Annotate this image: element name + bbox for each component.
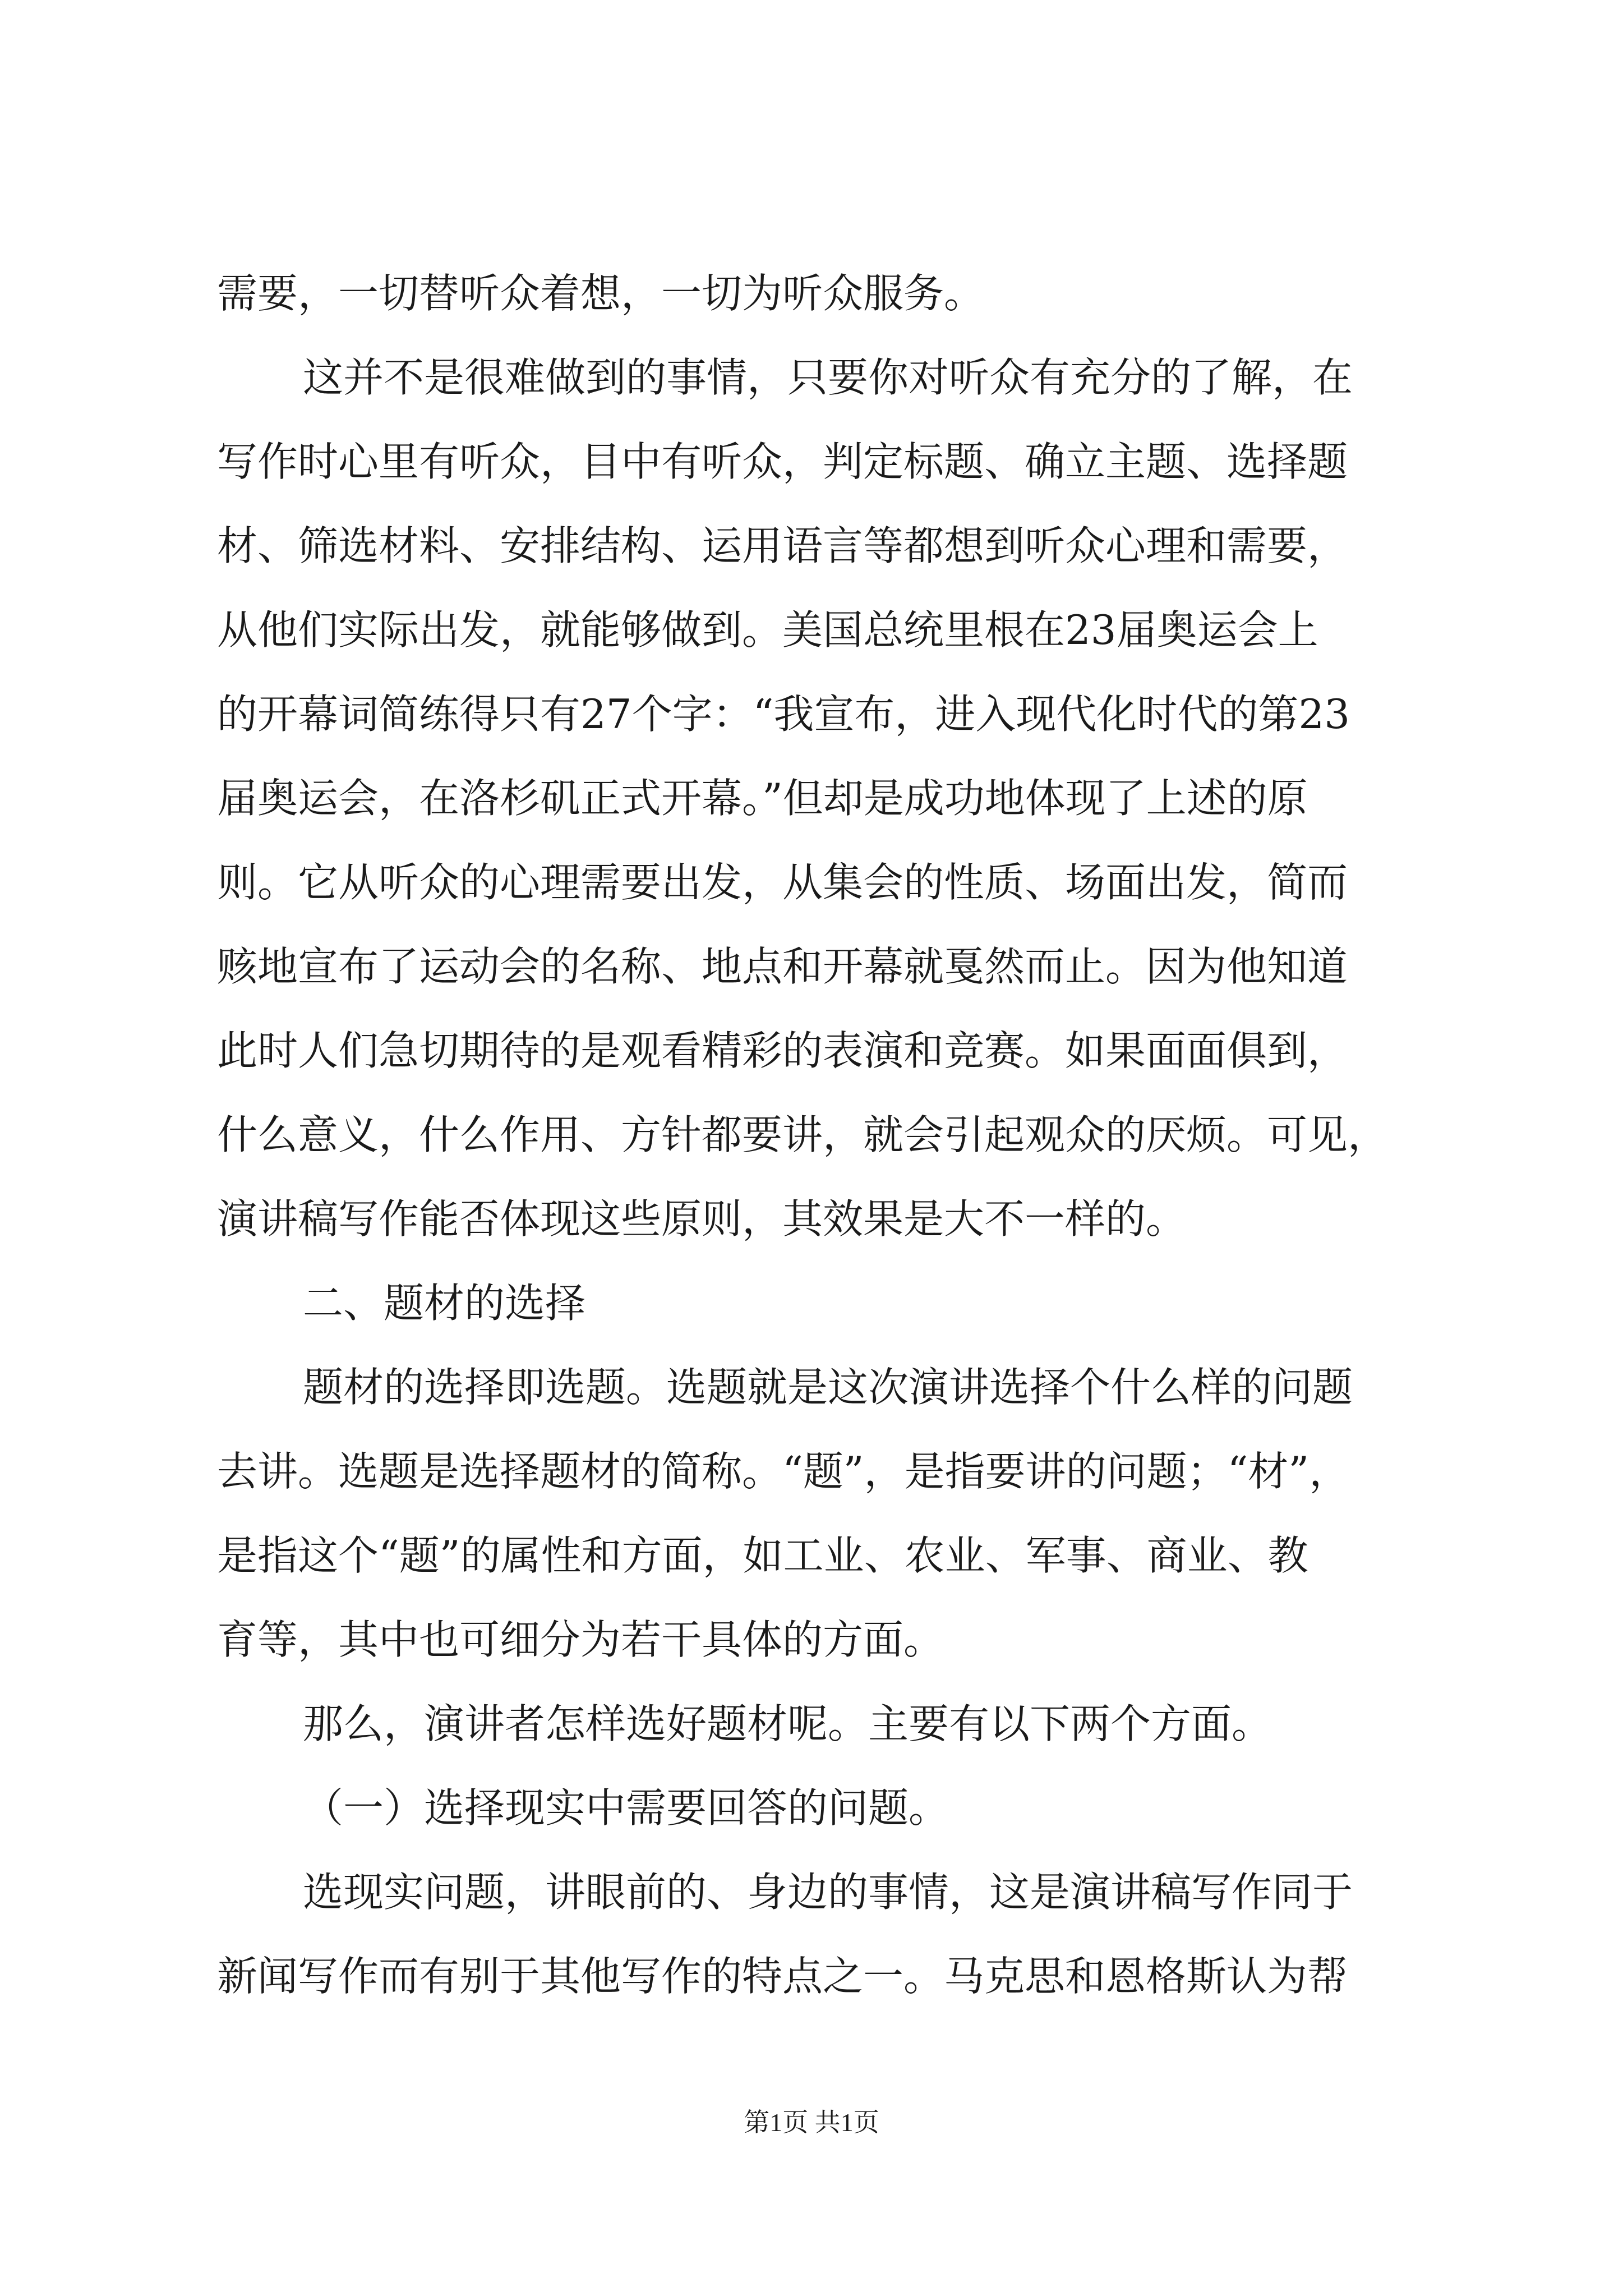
text-line-1: 需要，一切替听众着想，一切为听众服务。 (217, 270, 985, 317)
text-line-5: 从他们实际出发，就能够做到。美国总统里根在23届奥运会上 (217, 606, 1318, 654)
text-line-10: 此时人们急切期待的是观看精彩的表演和竞赛。如果面面俱到， (217, 1027, 1348, 1074)
text-line-11: 什么意义，什么作用、方针都要讲，就会引起观众的厌烦。可见， (217, 1111, 1389, 1158)
text-line-4: 材、筛选材料、安排结构、运用语言等都想到听众心理和需要， (217, 522, 1348, 569)
text-line-16: 是指这个“题”的属性和方面，如工业、农业、军事、商业、教 (217, 1532, 1308, 1579)
text-line-9: 赅地宣布了运动会的名称、地点和开幕就戛然而止。因为他知道 (217, 943, 1348, 990)
text-line-20: 选现实问题，讲眼前的、身边的事情，这是演讲稿写作同于 (303, 1869, 1353, 1916)
text-line-7: 届奥运会，在洛杉矶正式开幕。”但却是成功地体现了上述的原 (217, 775, 1308, 822)
page-footer: 第1页 共1页 (744, 2108, 879, 2137)
text-line-17: 育等，其中也可细分为若干具体的方面。 (217, 1616, 944, 1663)
text-line-18: 那么，演讲者怎样选好题材呢。主要有以下两个方面。 (303, 1700, 1272, 1747)
text-line-8: 则。它从听众的心理需要出发，从集会的性质、场面出发，简而 (217, 859, 1348, 906)
subsection-heading: （一）选择现实中需要回答的问题。 (303, 1784, 949, 1832)
text-line-3: 写作时心里有听众，目中有听众，判定标题、确立主题、选择题 (217, 438, 1348, 485)
section-heading: 二、题材的选择 (303, 1280, 586, 1327)
text-line-6: 的开幕词简练得只有27个字：“我宣布，进入现代化时代的第23 (217, 691, 1350, 738)
text-line-2: 这并不是很难做到的事情，只要你对听众有充分的了解，在 (303, 354, 1353, 401)
text-line-14: 题材的选择即选题。选题就是这次演讲选择个什么样的问题 (303, 1364, 1353, 1411)
text-line-15: 去讲。选题是选择题材的简称。“题”，是指要讲的问题；“材”， (217, 1448, 1350, 1495)
text-line-21: 新闻写作而有别于其他写作的特点之一。马克思和恩格斯认为帮 (217, 1953, 1348, 2000)
text-line-12: 演讲稿写作能否体现这些原则，其效果是大不一样的。 (217, 1195, 1187, 1243)
